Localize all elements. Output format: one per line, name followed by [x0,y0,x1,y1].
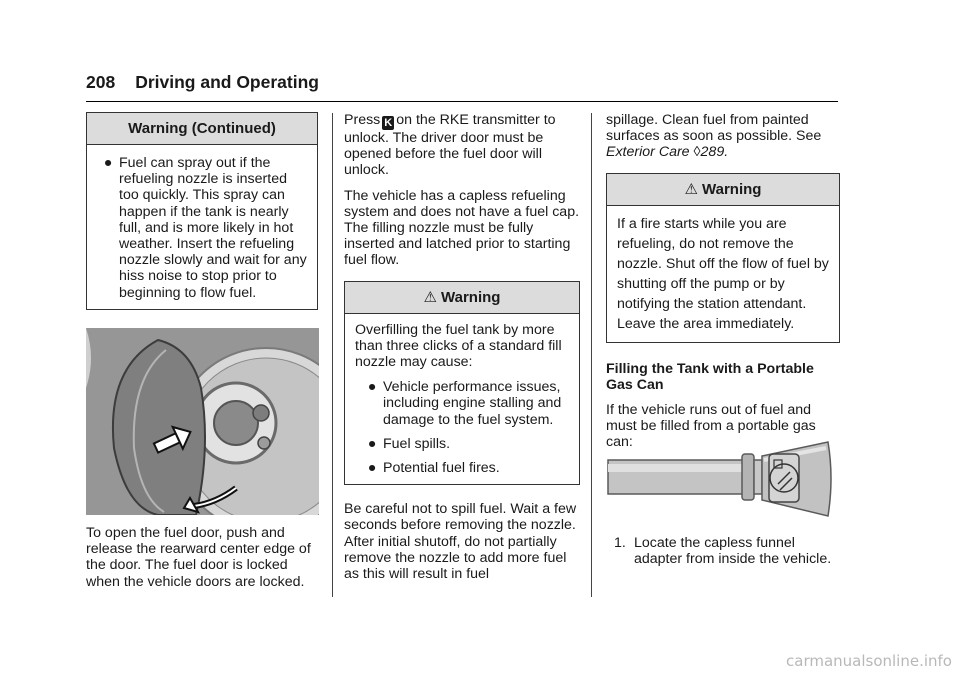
warning-body-text: If a fire starts while you are refueling, do not remove the nozzle. Shut off the flow of fuel by shutting off the pump or by notifying the station attendant. Leave the area immediately. [617,215,829,332]
warning-intro: Overfilling the fuel tank by more than three clicks of a standard fill nozzle may cause: [355,321,562,371]
page-ref-number[interactable]: 289 [700,144,725,161]
warning-bullet [97,155,307,301]
column-2 [344,112,580,591]
rke-unlock-text: on the RKE transmitter to unlock. The driver door must be opened before the fuel door will unlock. [344,112,556,179]
column-divider-2 [591,113,592,597]
column-divider-1 [332,113,333,597]
column-3 [606,112,840,460]
bullet-icon: ● [367,435,377,452]
section-title: Driving and Operating [135,72,319,92]
warning-bullet-text: Fuel can spray out if the refueling nozzle is inserted too quickly. This spray can happen if the tank is nearly full, and is more likely in hot weather. Insert the refueling nozzle slowly and wait for any hiss noise to stop prior to beginning to flow fuel. [119,155,307,301]
rke-unlock-paragraph [344,112,580,179]
warning-bullet-text: Fuel spills. [383,435,451,452]
page-ref-icon: ◊ [693,144,701,161]
warning-icon: ⚠ [684,180,698,198]
warning-icon: ⚠ [423,288,437,306]
bullet-icon: ● [103,155,113,171]
funnel-adapter-illustration [606,438,836,522]
step-1 [614,535,842,567]
warning-bullet-3 [355,460,569,476]
page-header [86,72,319,93]
page-number: 208 [86,72,116,92]
rke-unlock-icon: K [382,116,394,130]
warning-bullet-2 [355,436,569,452]
capless-paragraph: The vehicle has a capless refueling system and does not have a fuel cap. The filling nozzle must be fully inserted and latched prior to starting fuel flow. [344,187,580,269]
step-number: 1. [614,535,626,551]
warning-title: Warning [702,180,762,198]
fuel-door-illustration [86,328,319,515]
warning-bullet-text: Potential fuel fires. [383,460,500,477]
column-3-step [614,535,842,575]
warning-box-overfill [344,281,580,486]
warning-title: Warning (Continued) [87,113,317,145]
warning-title: Warning [441,288,501,306]
press-text: Press [344,112,381,128]
warning-box-continued [86,112,318,310]
warning-heading [345,282,579,314]
column-1 [86,112,318,310]
bullet-icon: ● [367,460,377,477]
spillage-paragraph: spillage. Clean fuel from painted surfaces as soon as possible. See Exterior Care ◊289. [606,112,822,161]
header-rule [86,101,838,102]
portable-gas-can-heading: Filling the Tank with a Portable Gas Can [606,360,814,393]
watermark: carmanualsonline.info [786,652,952,670]
warning-box-fire [606,173,840,343]
bullet-icon: ● [367,379,377,396]
spill-paragraph: Be careful not to spill fuel. Wait a few seconds before removing the nozzle. After initial shutoff, do not partially remove the nozzle to add more fuel as this will result in fuel [344,501,577,583]
fuel-door-caption: To open the fuel door, push and release the rearward center edge of the door. The fuel door is locked when the vehicle doors are locked. [86,525,311,590]
warning-heading [607,174,839,206]
warning-bullet-1 [355,379,569,428]
exterior-care-link[interactable]: Exterior Care [606,144,690,161]
portable-gas-can-intro: If the vehicle runs out of fuel and must be filled from a portable gas can: [606,402,816,451]
warning-bullet-text: Vehicle performance issues, including engine stalling and damage to the fuel system. [383,379,562,428]
step-text: Locate the capless funnel adapter from inside the vehicle. [634,535,832,568]
column-1-caption [86,525,322,599]
